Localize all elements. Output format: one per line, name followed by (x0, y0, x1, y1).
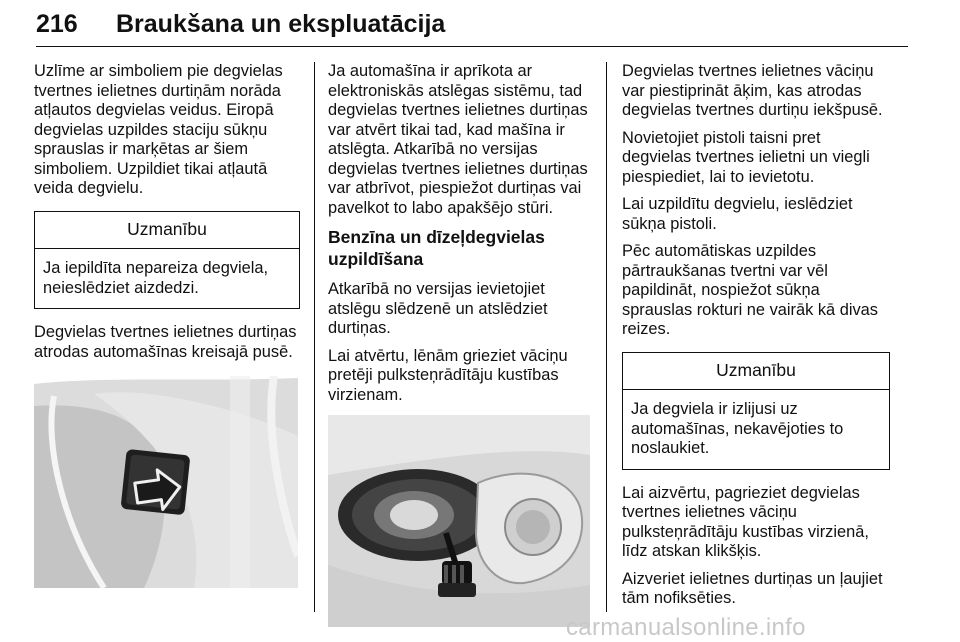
page-number: 216 (36, 10, 78, 38)
warning-box (34, 211, 300, 310)
column-middle (328, 62, 596, 627)
column-divider (606, 62, 607, 612)
warning-text: Ja iepildīta nepareiza degviela, neieslēdziet aizdedzi. (43, 259, 269, 297)
paragraph: Ja automašīna ir aprīkota ar elektroniskās atslēgas sistēmu, tad degvielas tvertnes ielietnes durtiņas var atvērt tikai tad, kad mašīna ir atslēgta. Atkarībā no versijas degvielas tvertnes ielietnes durtiņas var atbrīvot, piespiežot durtiņas vai pavelkot to labo apakšējo stūri. (328, 62, 588, 217)
paragraph: Pēc automātiskas uzpildes pārtraukšanas tvertni var vēl papildināt, nospiežot sūkņa sprauslas rokturi ne vairāk kā divas reizes. (622, 242, 878, 338)
warning-box (622, 352, 890, 470)
fuel-door-closed-illustration (34, 376, 298, 588)
paragraph: Novietojiet pistoli taisni pret degvielas tvertnes ielietni un viegli piespiediet, lai to ievietotu. (622, 128, 870, 186)
section-heading: Benzīna un dīzeļdegvielas uzpildīšana (328, 227, 545, 269)
column-right (622, 62, 890, 617)
column-divider (314, 62, 315, 612)
paragraph: Aizveriet ielietnes durtiņas un ļaujiet tām nofiksēties. (622, 569, 883, 607)
fuel-cap-open-illustration (328, 415, 590, 627)
paragraph: Atkarībā no versijas ievietojiet atslēgu slēdzenē un atslēdziet durtiņas. (328, 280, 548, 337)
watermark: carmanualsonline.info (566, 614, 806, 641)
warning-text: Ja degviela ir izlijusi uz automašīnas, nekavējoties to noslaukiet. (631, 400, 844, 457)
paragraph: Lai atvērtu, lēnām grieziet vāciņu pretēji pulksteņrādītāju kustības virzienam. (328, 346, 568, 404)
paragraph: Lai uzpildītu degvielu, ieslēdziet sūkņa pistoli. (622, 195, 853, 233)
column-left (34, 62, 300, 588)
paragraph: Uzlīme ar simboliem pie degvielas tvertnes ielietnes durtiņām norāda atļautos degvielas veidus. Eiropā degvielas uzpildes staciju sūkņu sprauslas ir marķētas ar šiem simboliem. Uzpildiet tikai atļautā veida degvielu. (34, 62, 283, 197)
warning-title: Uzmanību (35, 212, 299, 250)
paragraph: Degvielas tvertnes ielietnes durtiņas atrodas automašīnas kreisajā pusē. (34, 323, 297, 361)
page-header (36, 8, 908, 47)
paragraph: Lai aizvērtu, pagrieziet degvielas tvertnes ielietnes vāciņu pulksteņrādītāju kustības virzienā, līdz atskan klikšķis. (622, 483, 869, 560)
warning-title: Uzmanību (623, 353, 889, 391)
paragraph: Degvielas tvertnes ielietnes vāciņu var piestiprināt āķim, kas atrodas degvielas tvertnes durtiņu iekšpusē. (622, 62, 883, 119)
page-title: Braukšana un ekspluatācija (116, 10, 446, 38)
